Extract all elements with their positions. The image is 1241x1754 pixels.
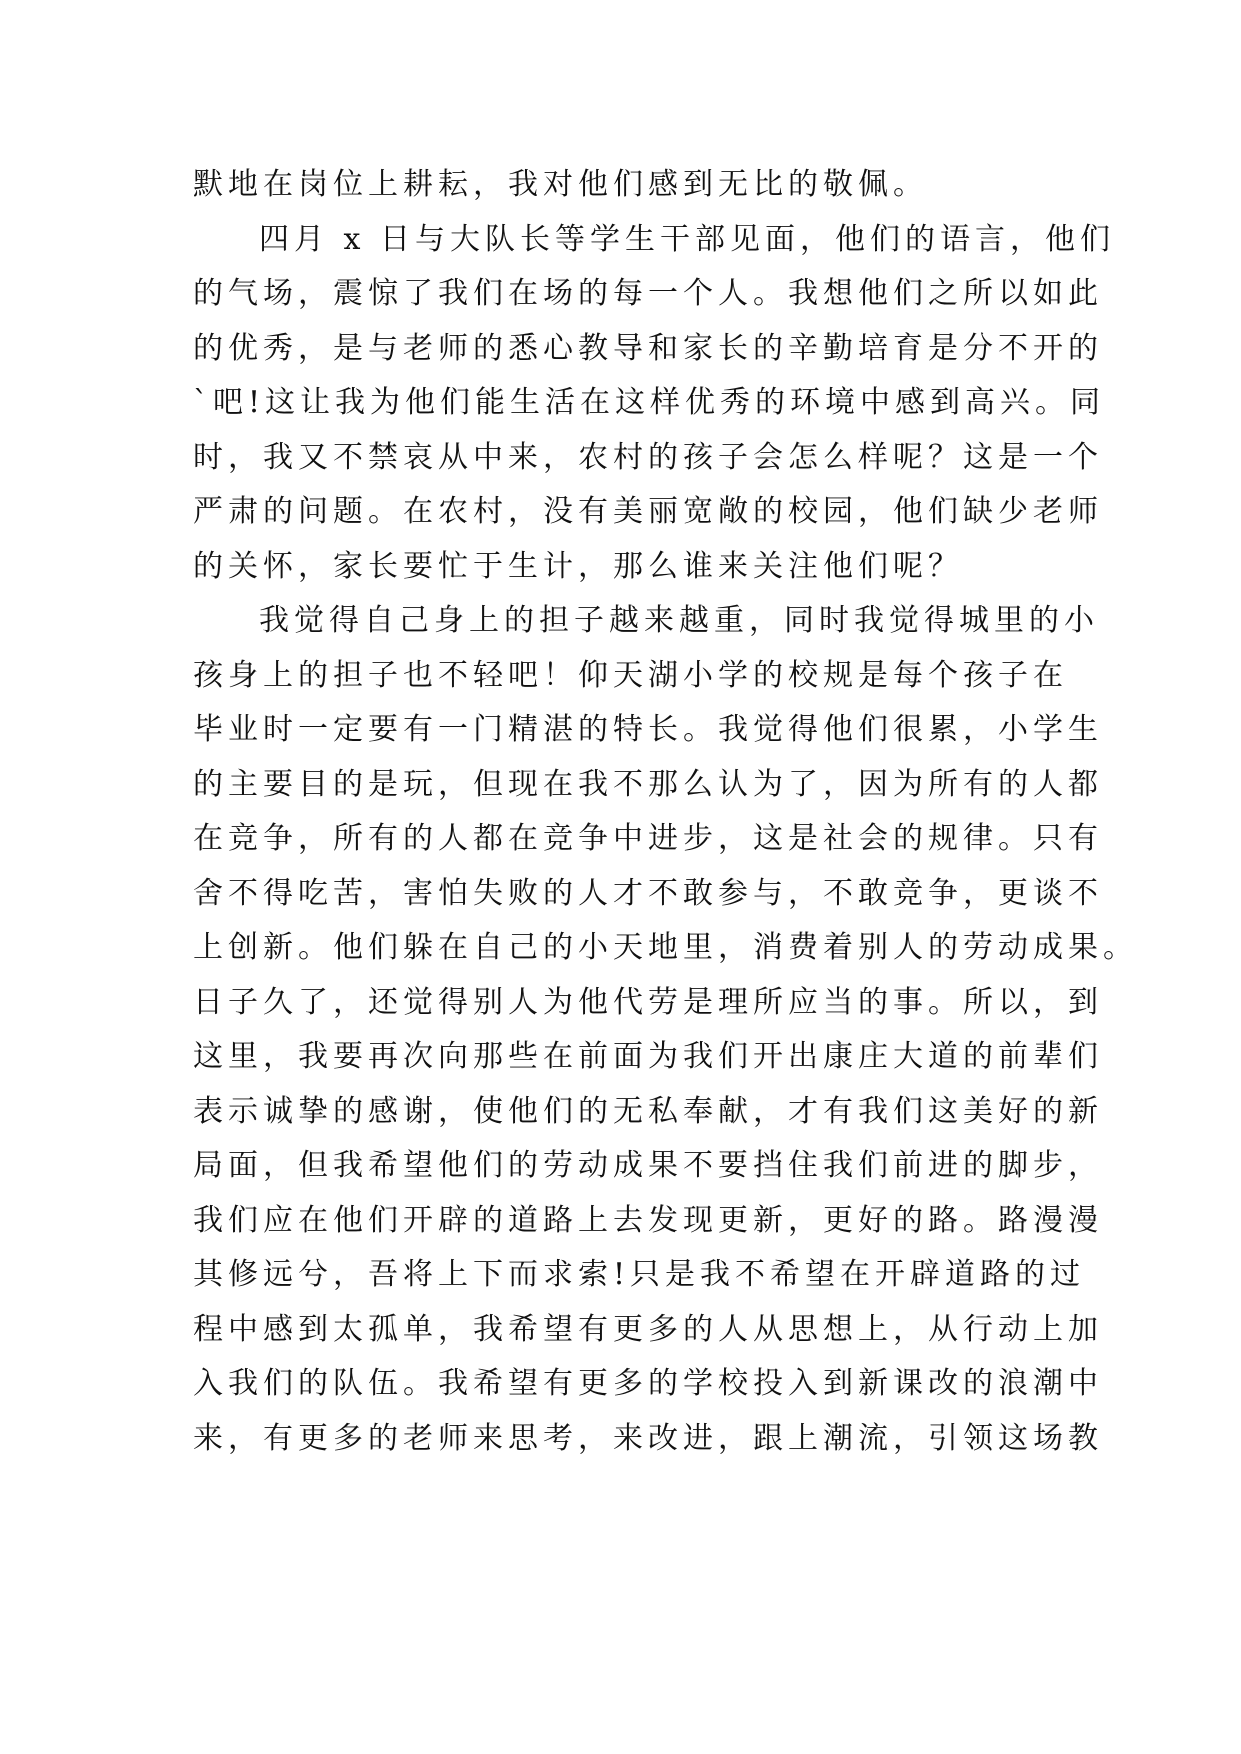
text-line: 这里，我要再次向那些在前面为我们开出康庄大道的前辈们	[193, 1039, 1103, 1074]
text-line: `吧!这让我为他们能生活在这样优秀的环境中感到高兴。同	[193, 385, 1106, 420]
text-line: 默地在岗位上耕耘，我对他们感到无比的敬佩。	[193, 167, 928, 202]
text-line: 毕业时一定要有一门精湛的特长。我觉得他们很累，小学生	[193, 712, 1103, 747]
text-line: 我们应在他们开辟的道路上去发现更新，更好的路。路漫漫	[193, 1202, 1103, 1238]
text-line: 程中感到太孤单，我希望有更多的人从思想上，从行动上加	[193, 1311, 1103, 1347]
text-line: 入我们的队伍。我希望有更多的学校投入到新课改的浪潮中	[193, 1366, 1103, 1401]
text-line: 的关怀，家长要忙于生计，那么谁来关注他们呢？	[193, 548, 963, 584]
text-line: 四月 x 日与大队长等学生干部见面，他们的语言，他们	[259, 221, 1115, 257]
body-text	[193, 158, 1138, 1466]
text-line: 的优秀，是与老师的悉心教导和家长的辛勤培育是分不开的	[193, 330, 1103, 366]
text-line: 的气场，震惊了我们在场的每一个人。我想他们之所以如此	[193, 276, 1103, 311]
text-line: 其修远兮，吾将上下而求索!只是我不希望在开辟道路的过	[193, 1257, 1086, 1292]
text-line: 来，有更多的老师来思考，来改进，跟上潮流，引领这场教	[193, 1420, 1103, 1456]
text-line: 在竞争，所有的人都在竞争中进步，这是社会的规律。只有	[193, 821, 1103, 856]
text-line: 局面，但我希望他们的劳动成果不要挡住我们前进的脚步，	[193, 1148, 1103, 1183]
text-line: 日子久了，还觉得别人为他代劳是理所应当的事。所以，到	[193, 984, 1103, 1020]
text-line: 严肃的问题。在农村，没有美丽宽敞的校园，他们缺少老师	[193, 494, 1103, 529]
text-line: 舍不得吃苦，害怕失败的人才不敢参与，不敢竞争，更谈不	[193, 875, 1103, 911]
text-line: 表示诚挚的感谢，使他们的无私奉献，才有我们这美好的新	[193, 1093, 1103, 1129]
text-line: 我觉得自己身上的担子越来越重，同时我觉得城里的小	[259, 603, 1099, 638]
text-line: 孩身上的担子也不轻吧！仰天湖小学的校规是每个孩子在	[193, 657, 1068, 693]
text-line: 上创新。他们躲在自己的小天地里，消费着别人的劳动成果。	[193, 930, 1138, 965]
text-line: 的主要目的是玩，但现在我不那么认为了，因为所有的人都	[193, 766, 1103, 802]
text-line: 时，我又不禁哀从中来，农村的孩子会怎么样呢？这是一个	[193, 439, 1103, 475]
